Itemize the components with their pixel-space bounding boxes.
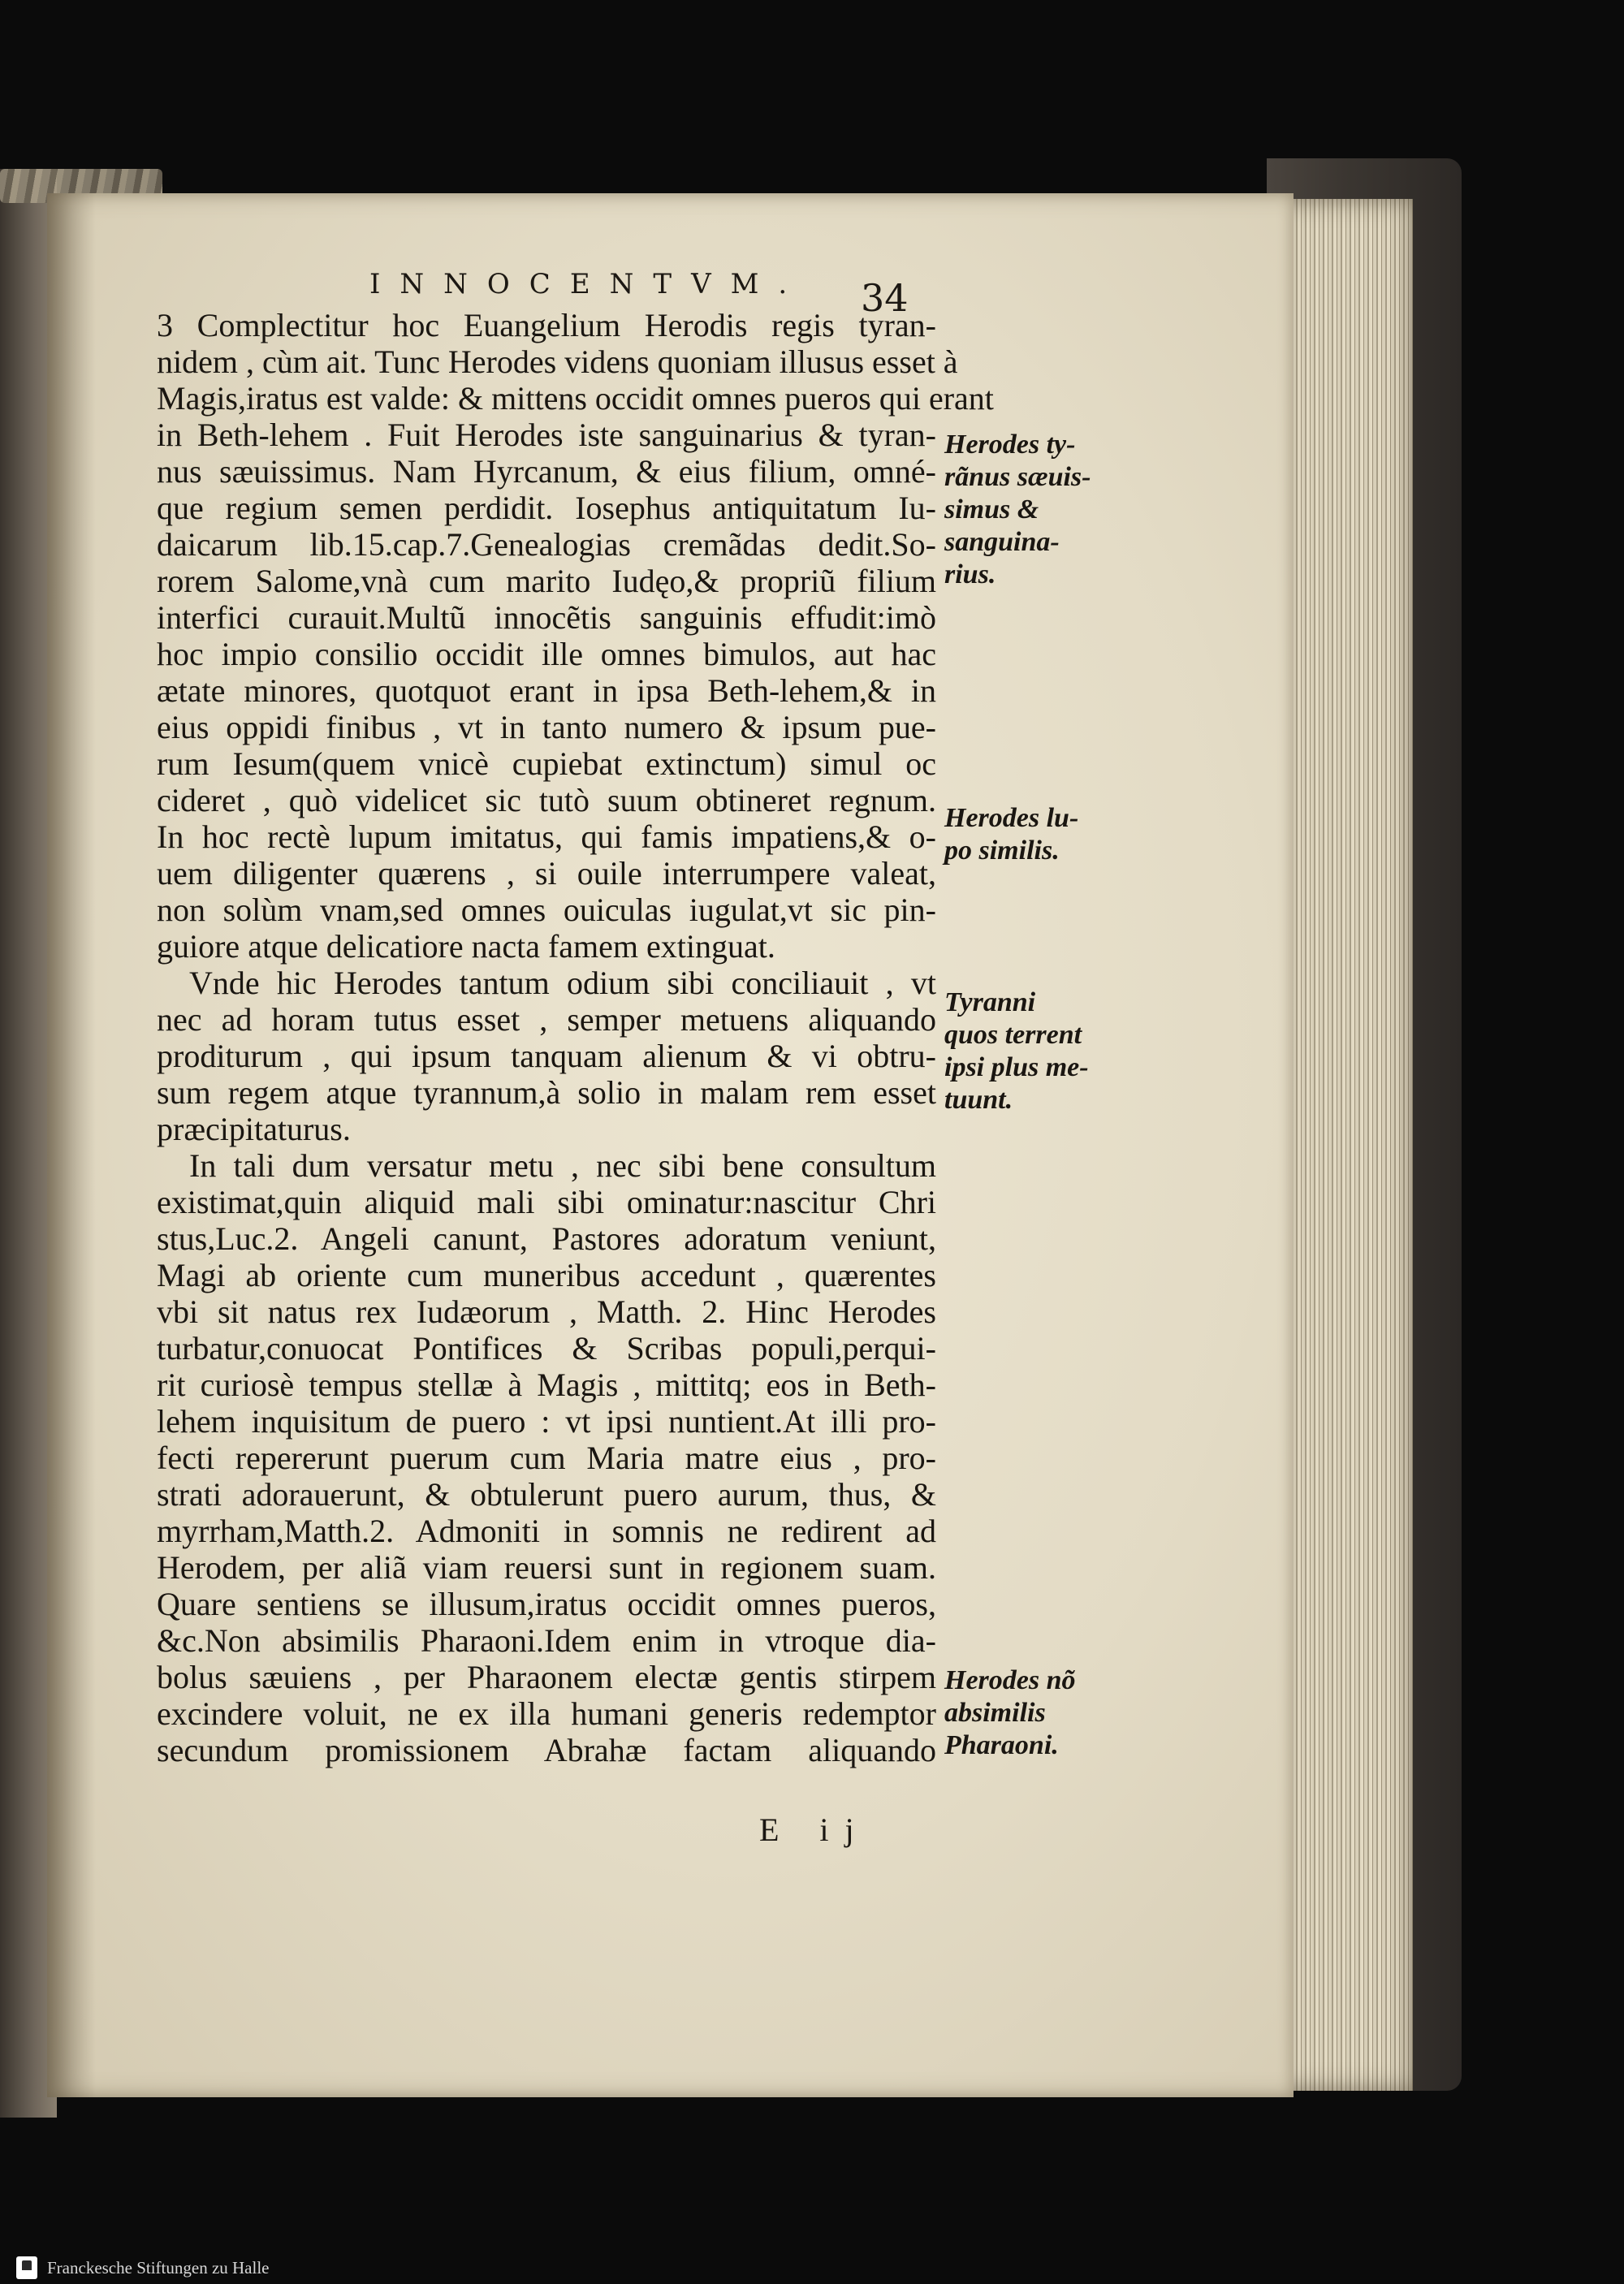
- text-line: excindere voluit, ne ex illa humani generis redemptor: [157, 1695, 936, 1732]
- institution-logo-icon: [16, 2256, 37, 2279]
- text-line: nus sæuissimus. Nam Hyrcanum, & eius filium, omné-: [157, 453, 936, 490]
- margin-note: Herodes nõ absimilis Pharaoni.: [944, 1665, 1076, 1760]
- signature-mark: E ij: [759, 1811, 870, 1848]
- text-line: lehem inquisitum de puero : vt ipsi nuntient.At illi pro-: [157, 1403, 936, 1440]
- text-line: &c.Non absimilis Pharaoni.Idem enim in vtroque dia-: [157, 1622, 936, 1659]
- text-line: Quare sentiens se illusum,iratus occidit omnes pueros,: [157, 1586, 936, 1622]
- margin-note: Tyranni quos terrent ipsi plus me- tuunt.: [944, 987, 1089, 1115]
- text-line: eius oppidi finibus , vt in tanto numero & ipsum pue-: [157, 709, 936, 745]
- text-line: daicarum lib.15.cap.7.Genealogias cremãdas dedit.So-: [157, 526, 936, 563]
- text-line: guiore atque delicatiore nacta famem extinguat.: [157, 928, 775, 965]
- text-line: præcipitaturus.: [157, 1111, 351, 1147]
- page-edges: [1275, 199, 1413, 2091]
- text-line: Magi ab oriente cum muneribus accedunt , quærentes: [157, 1257, 936, 1293]
- text-line: existimat,quin aliquid mali sibi ominatur:nascitur Chri: [157, 1184, 936, 1220]
- text-line: strati adorauerunt, & obtulerunt puero aurum, thus, &: [157, 1476, 936, 1513]
- body-text: [157, 307, 994, 1768]
- text-line: bolus sæuiens , per Pharaonem electæ gentis stirpem: [157, 1659, 936, 1695]
- text-line: stus,Luc.2. Angeli canunt, Pastores adoratum veniunt,: [157, 1220, 936, 1257]
- text-line: rum Iesum(quem vnicè cupiebat extinctum) simul oc: [157, 745, 936, 782]
- text-line: fecti repererunt puerum cum Maria matre eius , pro-: [157, 1440, 936, 1476]
- gutter-shadow: [47, 193, 96, 2097]
- section-number: 3: [157, 307, 173, 343]
- text-line: vbi sit natus rex Iudæorum , Matth. 2. Hinc Herodes: [157, 1293, 936, 1330]
- text-line: nec ad horam tutus esset , semper metuens aliquando: [157, 1001, 936, 1038]
- text-line: sum regem atque tyrannum,à solio in malam rem esset: [157, 1074, 936, 1111]
- text-line: Magis,iratus est valde: & mittens occidit omnes pueros qui erant: [157, 380, 994, 417]
- margin-note: Herodes ty- rãnus sæuis- simus & sanguina- rius.: [944, 430, 1091, 589]
- text-line: proditurum , qui ipsum tanquam alienum & vi obtru-: [157, 1038, 936, 1074]
- text-line: secundum promissionem Abrahæ factam aliquando: [157, 1732, 936, 1768]
- text-line: ætate minores, quotquot erant in ipsa Beth-lehem,& in: [157, 672, 936, 709]
- text-line: uem diligenter quærens , si ouile interrumpere valeat,: [157, 855, 936, 892]
- text-line: nidem , cùm ait. Tunc Herodes videns quoniam illusus esset à: [157, 343, 958, 380]
- text-line: turbatur,conuocat Pontifices & Scribas populi,perqui-: [157, 1330, 936, 1367]
- text-line: hoc impio consilio occidit ille omnes bimulos, aut hac: [157, 636, 936, 672]
- footer-institution: Franckesche Stiftungen zu Halle: [47, 2258, 270, 2278]
- text-line: in Beth-lehem . Fuit Herodes iste sanguinarius & tyran-: [157, 417, 936, 453]
- text-line: rit curiosè tempus stellæ à Magis , mittitq; eos in Beth-: [157, 1367, 936, 1403]
- text-line: Vnde hic Herodes tantum odium sibi conciliauit , vt: [189, 965, 936, 1001]
- running-head: INNOCENTVM.: [369, 268, 807, 300]
- text-line: In tali dum versatur metu , nec sibi bene consultum: [189, 1147, 936, 1184]
- text-line: non solùm vnam,sed omnes ouiculas iugulat,vt sic pin-: [157, 892, 936, 928]
- text-line: In hoc rectè lupum imitatus, qui famis impatiens,& o-: [157, 818, 936, 855]
- margin-note: Herodes lu- po similis.: [944, 803, 1079, 866]
- text-line: rorem Salome,vnà cum marito Iudęo,& propriũ filium: [157, 563, 936, 599]
- page-number: 34: [861, 276, 909, 320]
- text-line: Herodem, per aliã viam reuersi sunt in regionem suam.: [157, 1549, 936, 1586]
- text-line: cideret , quò videlicet sic tutò suum obtineret regnum.: [157, 782, 936, 818]
- text-line: interfici curauit.Multũ innocẽtis sanguinis effudit:imò: [157, 599, 936, 636]
- text-line: 3 Complectitur hoc Euangelium Herodis regis tyran-: [157, 307, 937, 343]
- text-line: que regium semen perdidit. Iosephus antiquitatum Iu-: [157, 490, 936, 526]
- text-line: myrrham,Matth.2. Admoniti in somnis ne redirent ad: [157, 1513, 936, 1549]
